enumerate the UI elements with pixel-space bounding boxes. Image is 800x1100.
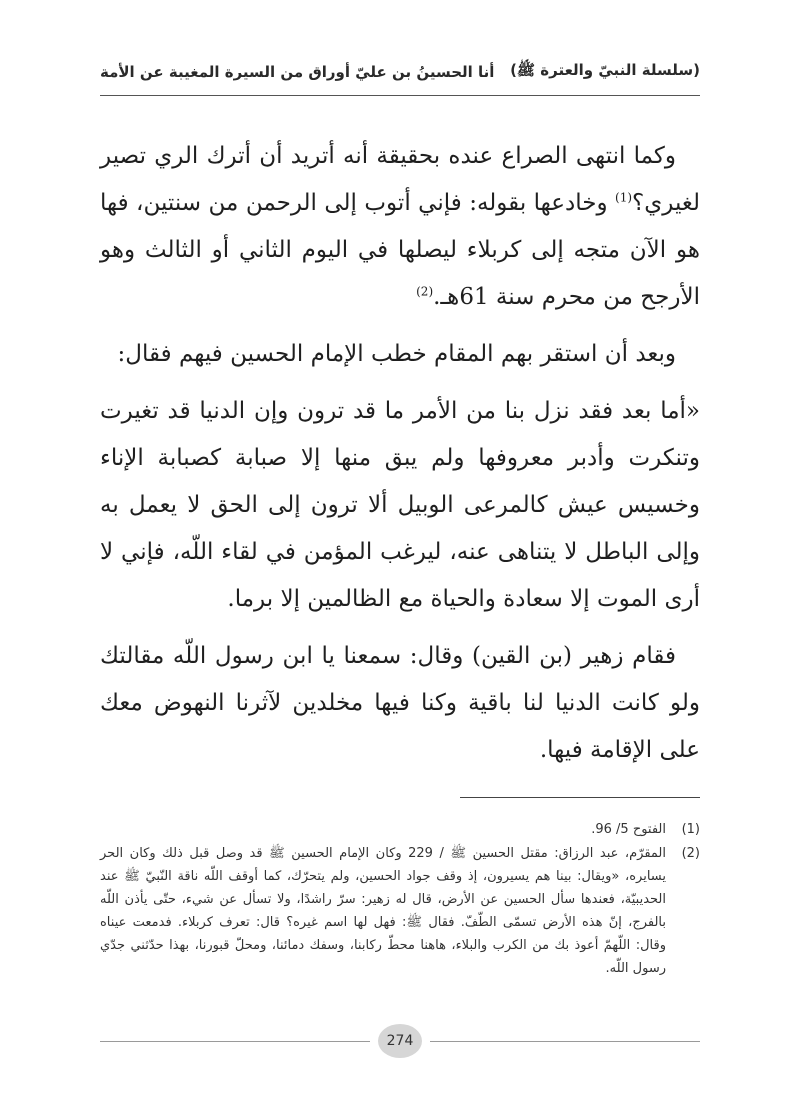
page-footer [100,1023,700,1059]
footnote-number: (1) [681,822,700,837]
footnote-item [100,842,700,980]
paragraph-1 [100,133,700,321]
footnote-ref-1[interactable]: (1) [615,190,633,205]
book-title: أنا الحسينُ بن عليّ أوراق من السيرة المغيبة عن الأمة [100,63,495,81]
footnotes [100,818,700,981]
main-text [100,133,700,784]
footnote-ref-2[interactable]: (2) [416,284,434,299]
header-rule [100,95,700,96]
series-title: (سلسلة النبيّ والعترة ﷺ) [510,61,700,79]
paragraph-2: وبعد أن استقر بهم المقام خطب الإمام الحسين فيهم فقال: [117,341,676,367]
footnote-text: المقرّم، عبد الرزاق: مقتل الحسين ﷺ / 229 وكان الإمام الحسين ﷺ قد وصل قبل ذلك وكان الحر يسايره، «ويقال: بينا هم يسيرون، إذ وقف جواد الحسين، ولم يتحرّك، كما أوقف اللّه ناقة النّبيّ ﷺ عند الحديبيّة، فعندها سأل الحسين عن الأرض، قال له زهير: سرّ راشدًا، ولا تسأل عن شيء، حتّى يأذن اللّه بالفرج، إنّ هذه الأرض تسمّى الطّفّ. فقال ﷺ: فهل لها اسم غيره؟ قال: تعرف كربلاء. فدمعت عيناه وقال: اللّهمّ أعوذ بك من الكرب والبلاء، هاهنا محطّ ركابنا، وسفك دمائنا، ومحلّ قبورنا، بهذا حدّثني جدّي رسول اللّه. [100,846,666,976]
footnote-rule [460,797,700,798]
paragraph-1-part-b: وخادعها بقوله: فإني أتوب إلى الرحمن من سنتين، فها هو الآن متجه إلى كربلاء ليصلها في اليوم الثاني أو الثالث وهو الأرجح من محرم سنة 61هـ. [100,190,700,310]
footnote-item [100,818,700,841]
paragraph-4: فقام زهير (بن القين) وقال: سمعنا يا ابن رسول اللّه مقالتك ولو كانت الدنيا لنا باقية وكنا فيها مخلدين لآثرنا النهوض معك على الإقامة فيها. [100,643,700,763]
page-number: 274 [386,1033,414,1049]
footer-rule-left [100,1041,370,1042]
page-number-badge [378,1024,422,1058]
paragraph-1-part-a: وكما انتهى الصراع عنده بحقيقة أنه أتريد أن أترك الري تصير لغيري؟ [100,143,700,216]
footnote-text: الفتوح 5/ 96. [591,822,666,837]
running-header [100,54,700,90]
paragraph-3-quote: «أما بعد فقد نزل بنا من الأمر ما قد ترون وإن الدنيا قد تغيرت وتنكرت وأدبر معروفها ولم يبق منها إلا صبابة كصبابة الإناء وخسيس عيش كالمرعى الوبيل ألا ترون إلى الحق لا يعمل به وإلى الباطل لا يتناهى عنه، ليرغب المؤمن في لقاء اللّه، فإني لا أرى الموت إلا سعادة والحياة مع الظالمين إلا برما. [100,398,700,612]
footnote-number: (2) [681,846,700,861]
footer-rule-right [430,1041,700,1042]
